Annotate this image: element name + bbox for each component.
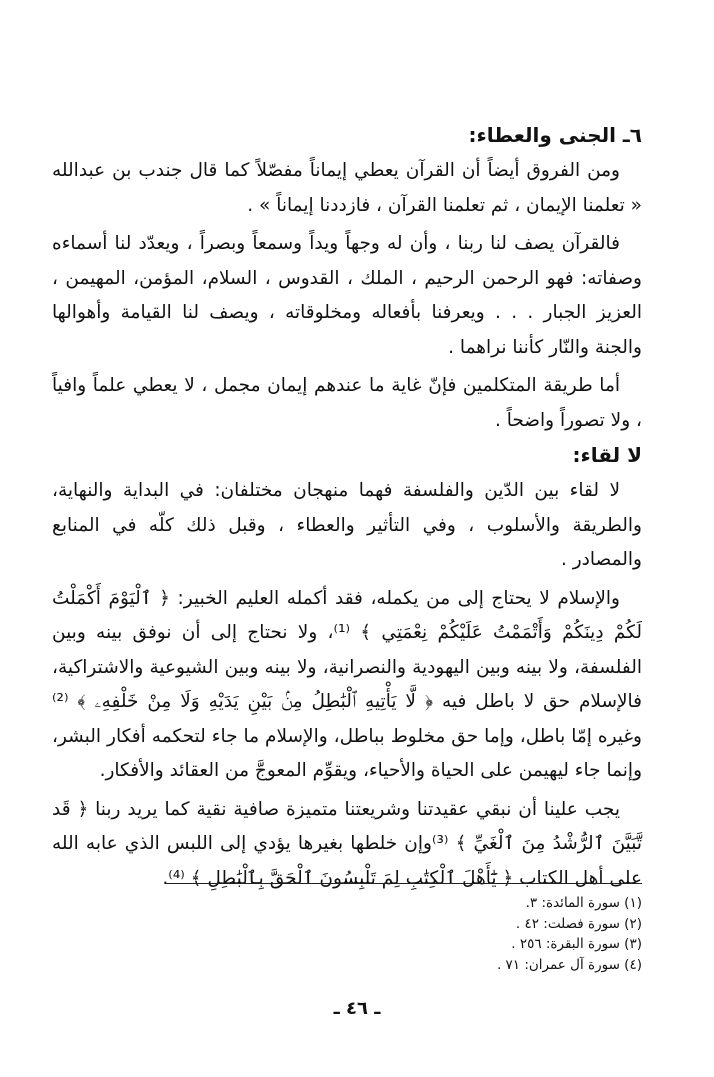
footnote-1: (١) سورة المائدة: ٣. bbox=[525, 895, 642, 911]
page-body bbox=[52, 118, 642, 900]
page-number: ـ ٤٦ ـ bbox=[333, 998, 381, 1019]
paragraph-keep-creed-pure: يجب علينا أن نبقي عقيدتنا وشريعتنا متميزة صافية نقية كما يريد ربنا ﴿ قَد تَّبَيَّنَ ٱلرُّشْدُ مِنَ ٱلْغَيِّ ﴾ ⁽³⁾وإن خلطها بغيرها يؤدي إلى اللبس الذي عابه الله على أهل الكتاب ﴿ يَٰٓأَهْلَ ٱلْكِتَٰبِ لِمَ تَلْبِسُونَ ٱلْحَقَّ بِٱلْبَٰطِلِ ﴾ ⁽⁴⁾. bbox=[52, 798, 642, 889]
footnote-divider bbox=[166, 883, 642, 884]
paragraph-quran-describes: فالقرآن يصف لنا ربنا ، وأن له وجهاً ويداً وسمعاً وبصراً ، ويعدّد لنا أسماءه وصفاته: فهو الرحمن الرحيم ، الملك ، القدوس ، السلام، المؤمن، المهيمن ، العزيز الجبار . . . ويعرفنا بأفعاله ومخلوقاته ، ويصف لنا القيامة وأهوالها والجنة والنّار كأننا نراهما . bbox=[52, 233, 642, 358]
footnotes bbox=[242, 893, 642, 975]
section-heading-no-meeting: لا لقاء: bbox=[572, 443, 642, 467]
paragraph-theologians: أما طريقة المتكلمين فإنّ غاية ما عندهم إيمان مجمل ، لا يعطي علماً وافياً ، ولا تصوراً واضحاً . bbox=[52, 375, 642, 431]
paragraph-religion-philosophy: لا لقاء بين الدّين والفلسفة فهما منهجان مختلفان: في البداية والنهاية، والطريقة والأسلوب ، وفي التأثير والعطاء ، وقبل ذلك كلّه في المنابع والمصادر . bbox=[52, 480, 642, 570]
paragraph-differences: ومن الفروق أيضاً أن القرآن يعطي إيماناً مفصّلاً كما قال جندب بن عبدالله « تعلمنا الإيمان ، ثم تعلمنا القرآن ، فازددنا إيماناً » . bbox=[52, 160, 642, 216]
footnote-4: (٤) سورة آل عمران: ٧١ . bbox=[496, 956, 642, 973]
footnote-3: (٣) سورة البقرة: ٢٥٦ . bbox=[511, 936, 642, 952]
paragraph-islam-complete: والإسلام لا يحتاج إلى من يكمله، فقد أكمله العليم الخبير: ﴿ ٱلْيَوْمَ أَكْمَلْتُ لَكُمْ دِينَكُمْ وَأَتْمَمْتُ عَلَيْكُمْ نِعْمَتِي ﴾ ⁽¹⁾، ولا نحتاج إلى أن نوفق بينه وبين الفلسفة، ولا بينه وبين اليهودية والنصرانية، ولا بينه وبين الشيوعية والاشتراكية، فالإسلام حق لا باطل فيه ﴿ لَّا يَأْتِيهِ ٱلْبَٰطِلُ مِنۢ بَيْنِ يَدَيْهِ وَلَا مِنْ خَلْفِهِۦ ﴾ ⁽²⁾ وغيره إمّا باطل، وإما حق مخلوط بباطل، والإسلام ما جاء لتحكمه أفكار البشر، وإنما جاء ليهيمن على الحياة والأحياء، ويقوِّم المعوجَّ من العقائد والأفكار. bbox=[52, 587, 643, 781]
footnote-2: (٢) سورة فصلت: ٤٢ . bbox=[515, 915, 642, 932]
section-heading-fruits: ٦ـ الجنى والعطاء: bbox=[468, 123, 642, 147]
